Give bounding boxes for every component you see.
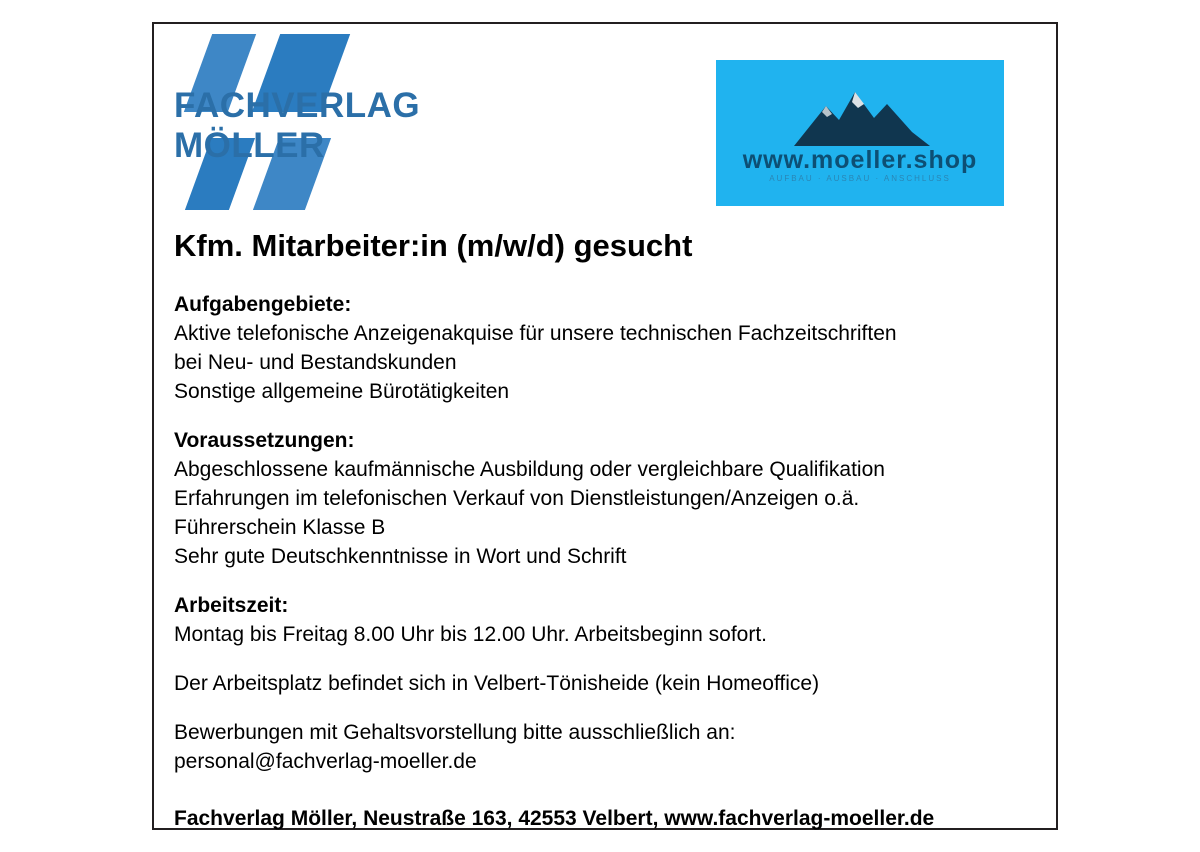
section-line: Montag bis Freitag 8.00 Uhr bis 12.00 Uhr. Arbeitsbeginn sofort. — [174, 623, 767, 646]
section-line: Abgeschlossene kaufmännische Ausbildung oder vergleichbare Qualifikation — [174, 458, 885, 481]
shop-banner-text: www.moeller.shop — [742, 146, 978, 174]
fachverlag-moeller-logo — [174, 34, 434, 209]
company-footer: Fachverlag Möller, Neustraße 163, 42553 Velbert, www.fachverlag-moeller.de — [174, 807, 935, 830]
workplace-paragraph: Der Arbeitsplatz befindet sich in Velbert-Tönisheide (kein Homeoffice) — [174, 672, 820, 695]
application-block — [174, 718, 1036, 776]
section-line: Aktive telefonische Anzeigenakquise für unsere technischen Fachzeitschriften — [174, 322, 897, 345]
section-arbeitszeit — [174, 591, 1036, 649]
section-line: Sonstige allgemeine Bürotätigkeiten — [174, 380, 510, 403]
ad-content — [174, 228, 1036, 833]
section-heading: Arbeitszeit: — [174, 594, 289, 617]
application-email[interactable]: personal@fachverlag-moeller.de — [174, 750, 477, 773]
logo-text-line1: FACHVERLAG — [174, 86, 421, 125]
shop-banner-subtext: AUFBAU · AUSBAU · ANSCHLUSS — [769, 174, 951, 183]
mountain-icon — [792, 84, 932, 148]
application-instruction: Bewerbungen mit Gehaltsvorstellung bitte ausschließlich an: — [174, 721, 736, 744]
section-line: bei Neu- und Bestandskunden — [174, 351, 457, 374]
moeller-shop-banner[interactable] — [716, 60, 1004, 206]
section-line: Führerschein Klasse B — [174, 516, 386, 539]
section-aufgabengebiete — [174, 290, 1036, 406]
advertisement-frame — [152, 22, 1058, 830]
job-title: Kfm. Mitarbeiter:in (m/w/d) gesucht — [174, 228, 693, 263]
section-line: Sehr gute Deutschkenntnisse in Wort und Schrift — [174, 545, 627, 568]
ad-header — [154, 24, 1056, 224]
section-voraussetzungen — [174, 426, 1036, 571]
logo-text-line2: MÖLLER — [174, 126, 325, 165]
section-line: Erfahrungen im telefonischen Verkauf von Dienstleistungen/Anzeigen o.ä. — [174, 487, 860, 510]
section-heading: Voraussetzungen: — [174, 429, 355, 452]
section-heading: Aufgabengebiete: — [174, 293, 352, 316]
